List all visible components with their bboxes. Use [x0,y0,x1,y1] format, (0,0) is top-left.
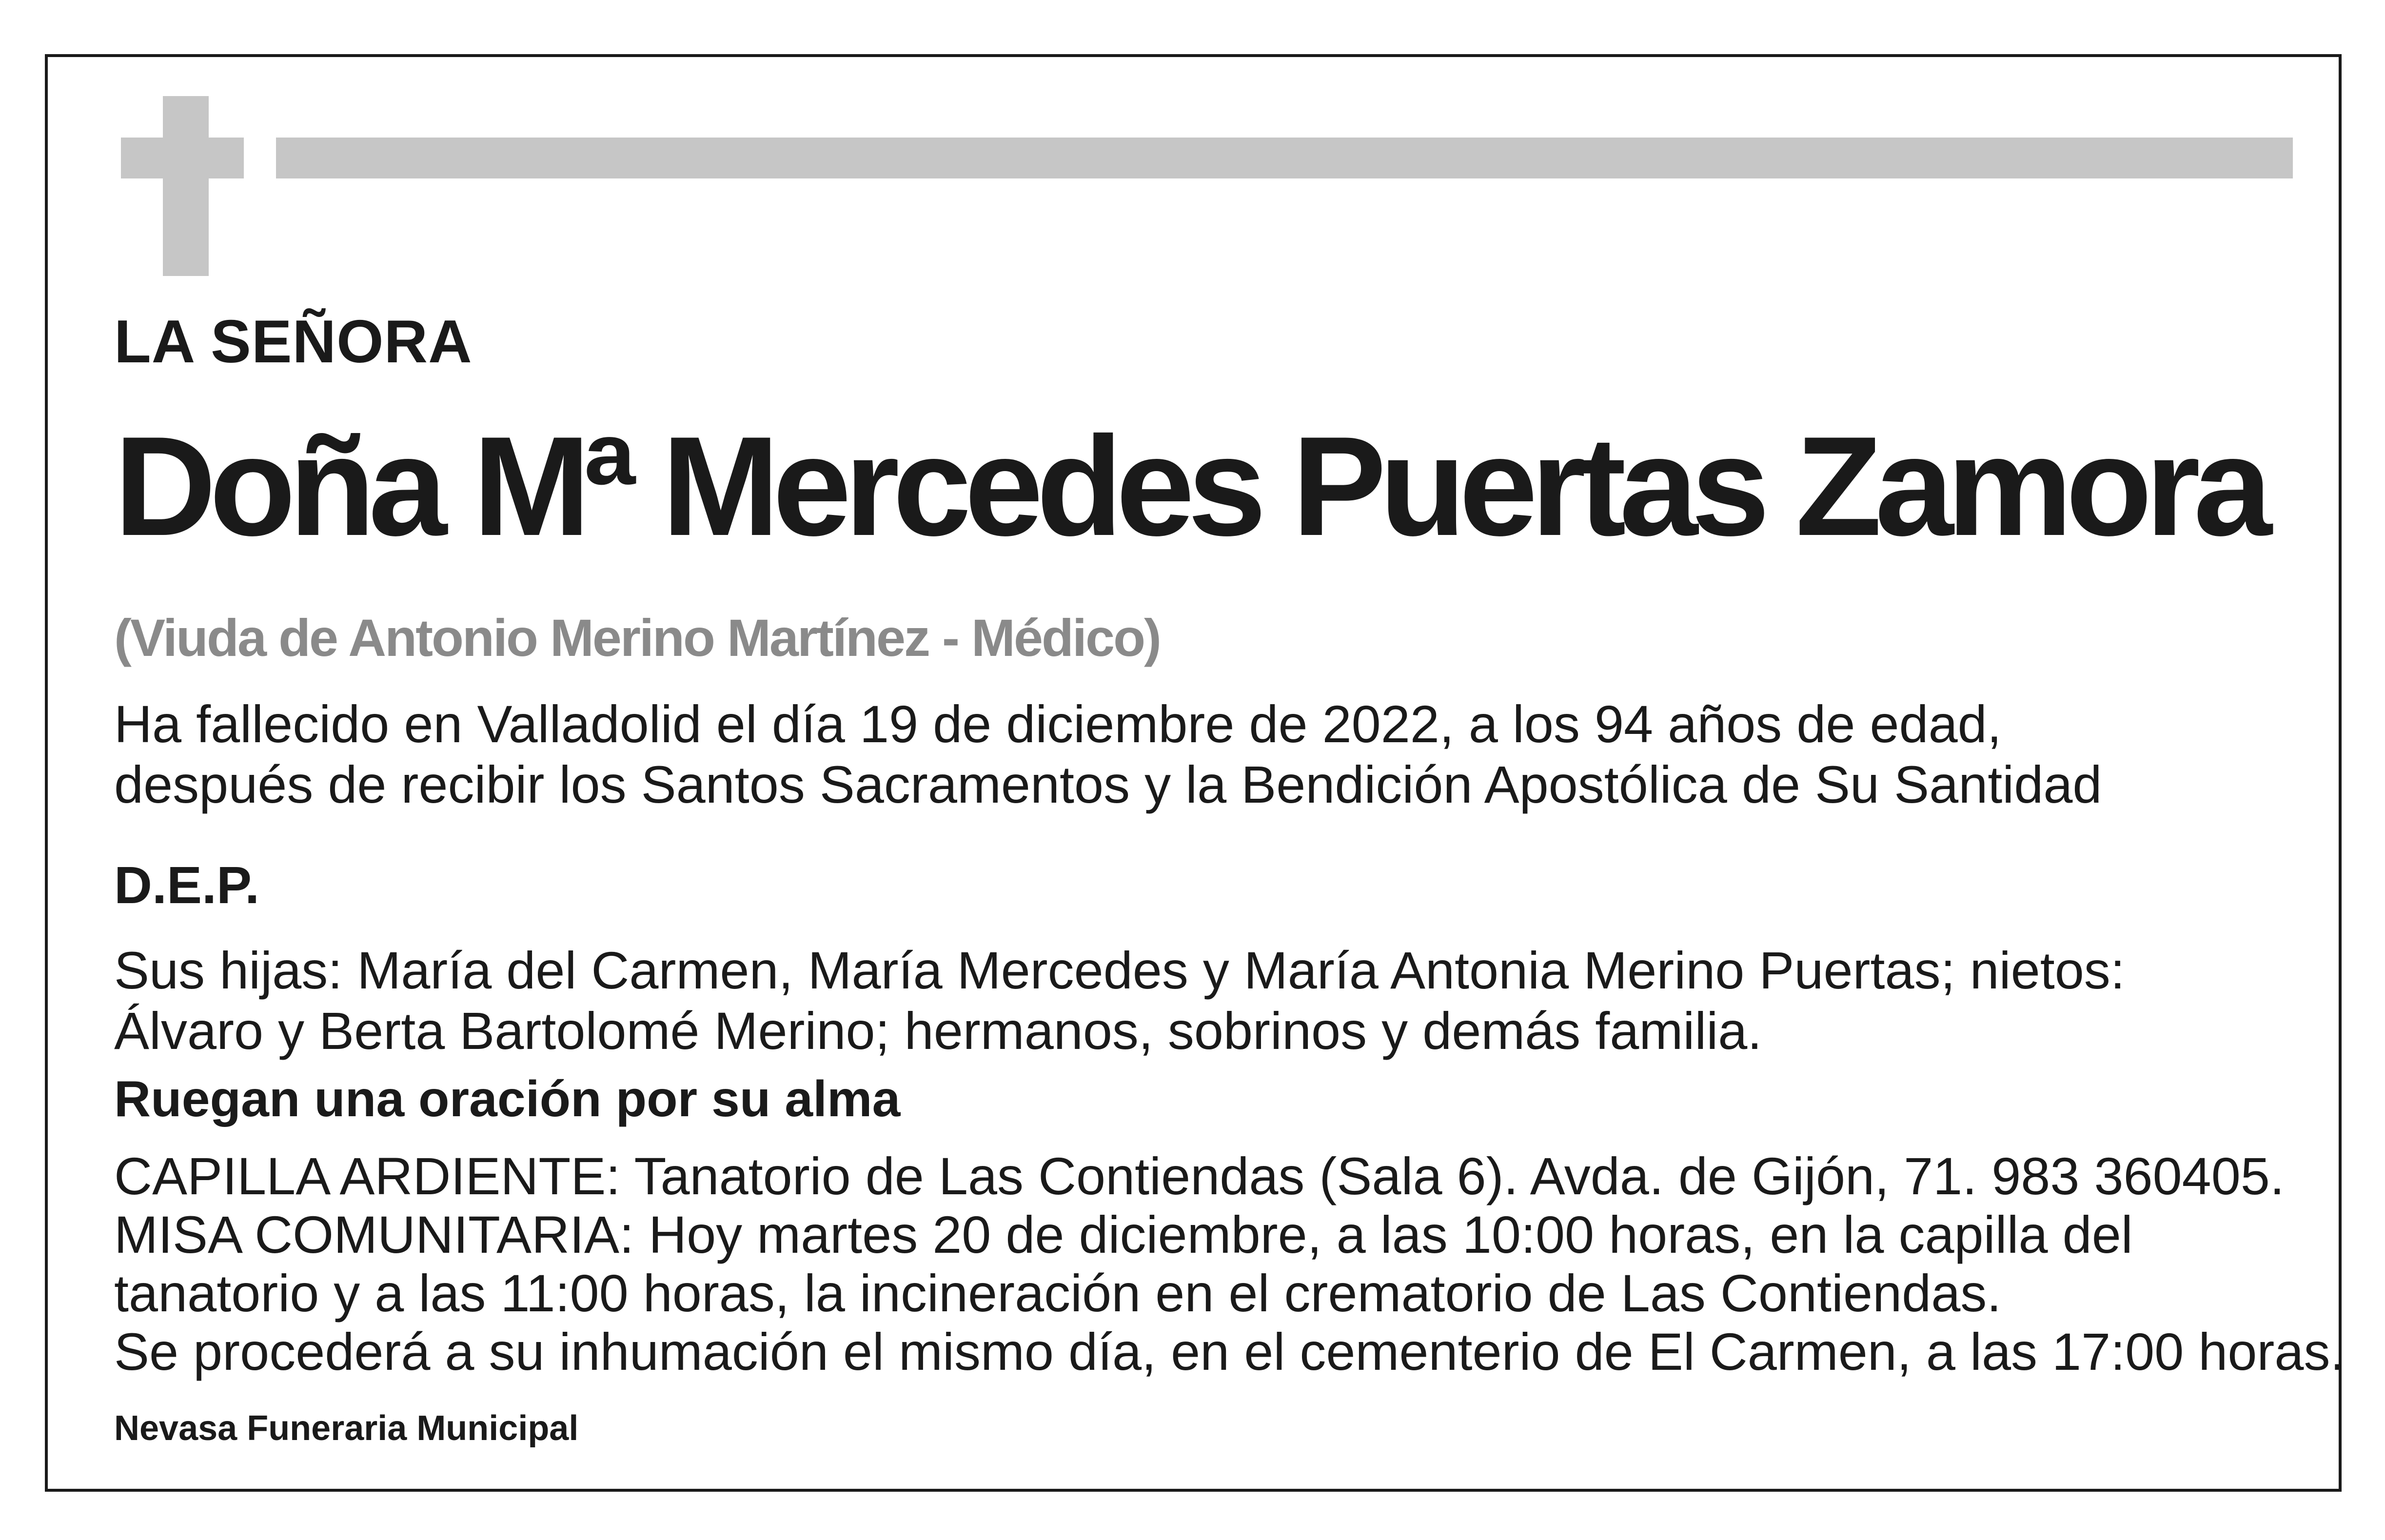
death-line-1: Ha fallecido en Valladolid el día 19 de diciembre de 2022, a los 94 años de edad, [114,694,2002,753]
arrangement-line-4: Se procederá a su inhumación el mismo día, en el cementerio de El Carmen, a las 17:00 horas. [114,1322,2345,1381]
cross-vertical-bar [163,96,209,276]
prayer-request: Ruegan una oración por su alma [114,1071,901,1127]
arrangement-line-3: tanatorio y a las 11:00 horas, la incineración en el crematorio de Las Contiendas. [114,1264,2002,1323]
widow-line: (Viuda de Antonio Merino Martínez - Médico) [114,608,1161,667]
family-line-1: Sus hijas: María del Carmen, María Mercedes y María Antonia Merino Puertas; nietos: [114,941,2125,1000]
funeral-home: Nevasa Funeraria Municipal [114,1409,579,1448]
deceased-name: Doña Mª Mercedes Puertas Zamora [114,407,2266,565]
honorific: LA SEÑORA [114,308,473,375]
family-line-2: Álvaro y Berta Bartolomé Merino; hermanos, sobrinos y demás familia. [114,1001,1762,1060]
arrangement-line-2: MISA COMUNITARIA: Hoy martes 20 de diciembre, a las 10:00 horas, en la capilla del [114,1205,2133,1264]
death-line-2: después de recibir los Santos Sacramentos y la Bendición Apostólica de Su Santidad [114,755,2102,814]
dep-abbreviation: D.E.P. [114,855,260,914]
arrangement-line-1: CAPILLA ARDIENTE: Tanatorio de Las Contiendas (Sala 6). Avda. de Gijón, 71. 983 360405. [114,1146,2285,1205]
cross-horizontal-bar [121,138,244,178]
header-rule [276,138,2293,178]
